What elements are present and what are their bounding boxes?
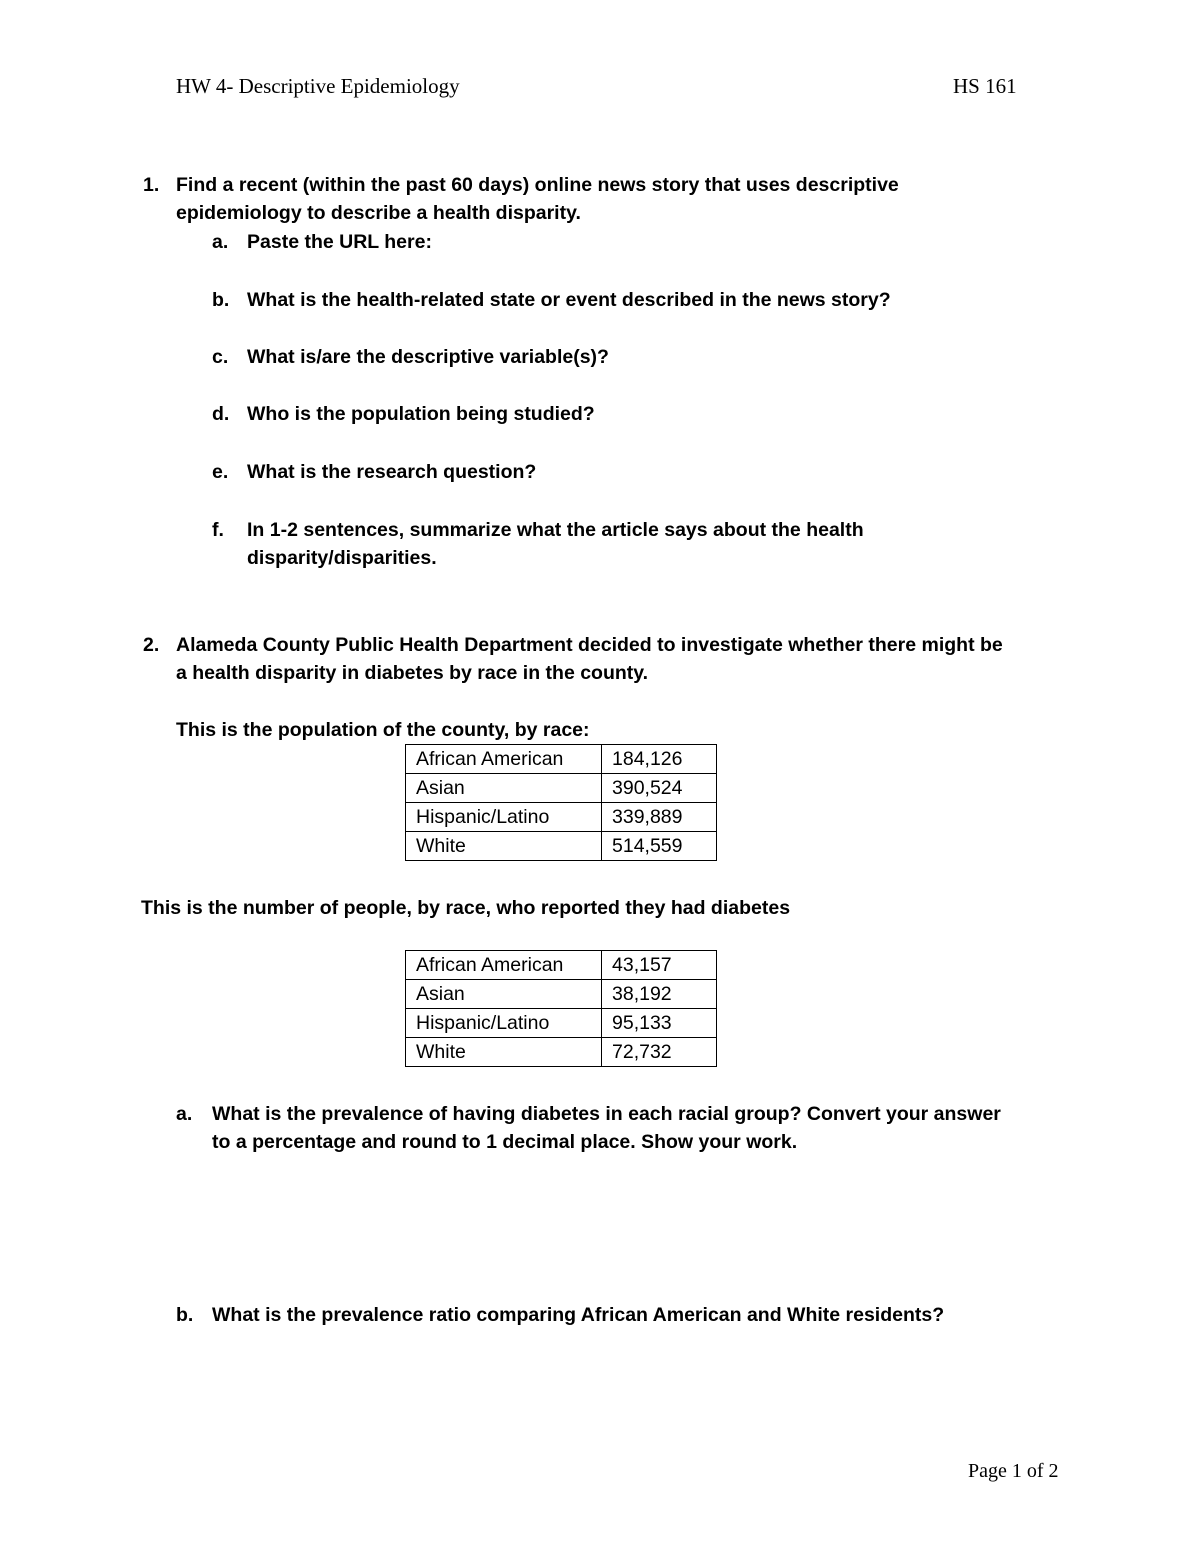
- q1-part-c-text: What is/are the descriptive variable(s)?: [247, 346, 609, 368]
- table-row: [406, 803, 717, 832]
- q1-part-a-text: Paste the URL here:: [247, 231, 432, 253]
- question-2-line-2: a health disparity in diabetes by race in the county.: [176, 662, 649, 684]
- table-cell-count: 38,192: [602, 980, 717, 1009]
- question-1-line-1: Find a recent (within the past 60 days) online news story that uses descriptive: [176, 174, 899, 196]
- population-table: [405, 744, 717, 861]
- question-2-line-1: Alameda County Public Health Department decided to investigate whether there might be: [176, 634, 1003, 656]
- q2-part-a-text: What is the prevalence of having diabetes in each racial group? Convert your answer: [212, 1103, 1001, 1125]
- question-1-number: 1.: [143, 174, 160, 196]
- table-cell-count: 72,732: [602, 1038, 717, 1067]
- table-cell-race: White: [406, 832, 602, 861]
- document-title: HW 4- Descriptive Epidemiology: [176, 74, 460, 98]
- q1-part-d-letter: d.: [212, 403, 230, 425]
- table-row: [406, 1038, 717, 1067]
- course-code: HS 161: [953, 74, 1017, 98]
- q1-part-c-letter: c.: [212, 346, 229, 368]
- q1-part-e-letter: e.: [212, 461, 229, 483]
- question-1-line-2: epidemiology to describe a health disparity.: [176, 202, 581, 224]
- q1-part-b-text: What is the health-related state or event described in the news story?: [247, 289, 891, 311]
- table-row: [406, 745, 717, 774]
- table-cell-race: Asian: [406, 774, 602, 803]
- table-cell-count: 184,126: [602, 745, 717, 774]
- page-number: Page 1 of 2: [968, 1460, 1059, 1482]
- table-cell-race: Hispanic/Latino: [406, 1009, 602, 1038]
- table-cell-race: Asian: [406, 980, 602, 1009]
- q1-part-b-letter: b.: [212, 289, 230, 311]
- q2-part-b-text: What is the prevalence ratio comparing African American and White residents?: [212, 1304, 945, 1326]
- table-cell-race: African American: [406, 951, 602, 980]
- table-cell-race: Hispanic/Latino: [406, 803, 602, 832]
- table-cell-count: 390,524: [602, 774, 717, 803]
- table-cell-count: 43,157: [602, 951, 717, 980]
- q2-part-a-text-line-2: to a percentage and round to 1 decimal place. Show your work.: [212, 1131, 798, 1153]
- q1-part-d-text: Who is the population being studied?: [247, 403, 595, 425]
- q1-part-f-letter: f.: [212, 519, 224, 541]
- table-cell-count: 339,889: [602, 803, 717, 832]
- table-cell-race: White: [406, 1038, 602, 1067]
- population-table-intro: This is the population of the county, by race:: [176, 719, 590, 741]
- q2-part-b-letter: b.: [176, 1304, 194, 1326]
- table-row: [406, 1009, 717, 1038]
- table-cell-count: 514,559: [602, 832, 717, 861]
- table-row: [406, 951, 717, 980]
- question-2-number: 2.: [143, 634, 160, 656]
- table-cell-count: 95,133: [602, 1009, 717, 1038]
- diabetes-table-intro: This is the number of people, by race, who reported they had diabetes: [141, 897, 791, 919]
- table-row: [406, 980, 717, 1009]
- table-cell-race: African American: [406, 745, 602, 774]
- table-row: [406, 832, 717, 861]
- diabetes-table: [405, 950, 717, 1067]
- q1-part-f-text-line-2: disparity/disparities.: [247, 547, 437, 569]
- table-row: [406, 774, 717, 803]
- q2-part-a-letter: a.: [176, 1103, 193, 1125]
- q1-part-e-text: What is the research question?: [247, 461, 537, 483]
- q1-part-f-text: In 1-2 sentences, summarize what the article says about the health: [247, 519, 864, 541]
- q1-part-a-letter: a.: [212, 231, 229, 253]
